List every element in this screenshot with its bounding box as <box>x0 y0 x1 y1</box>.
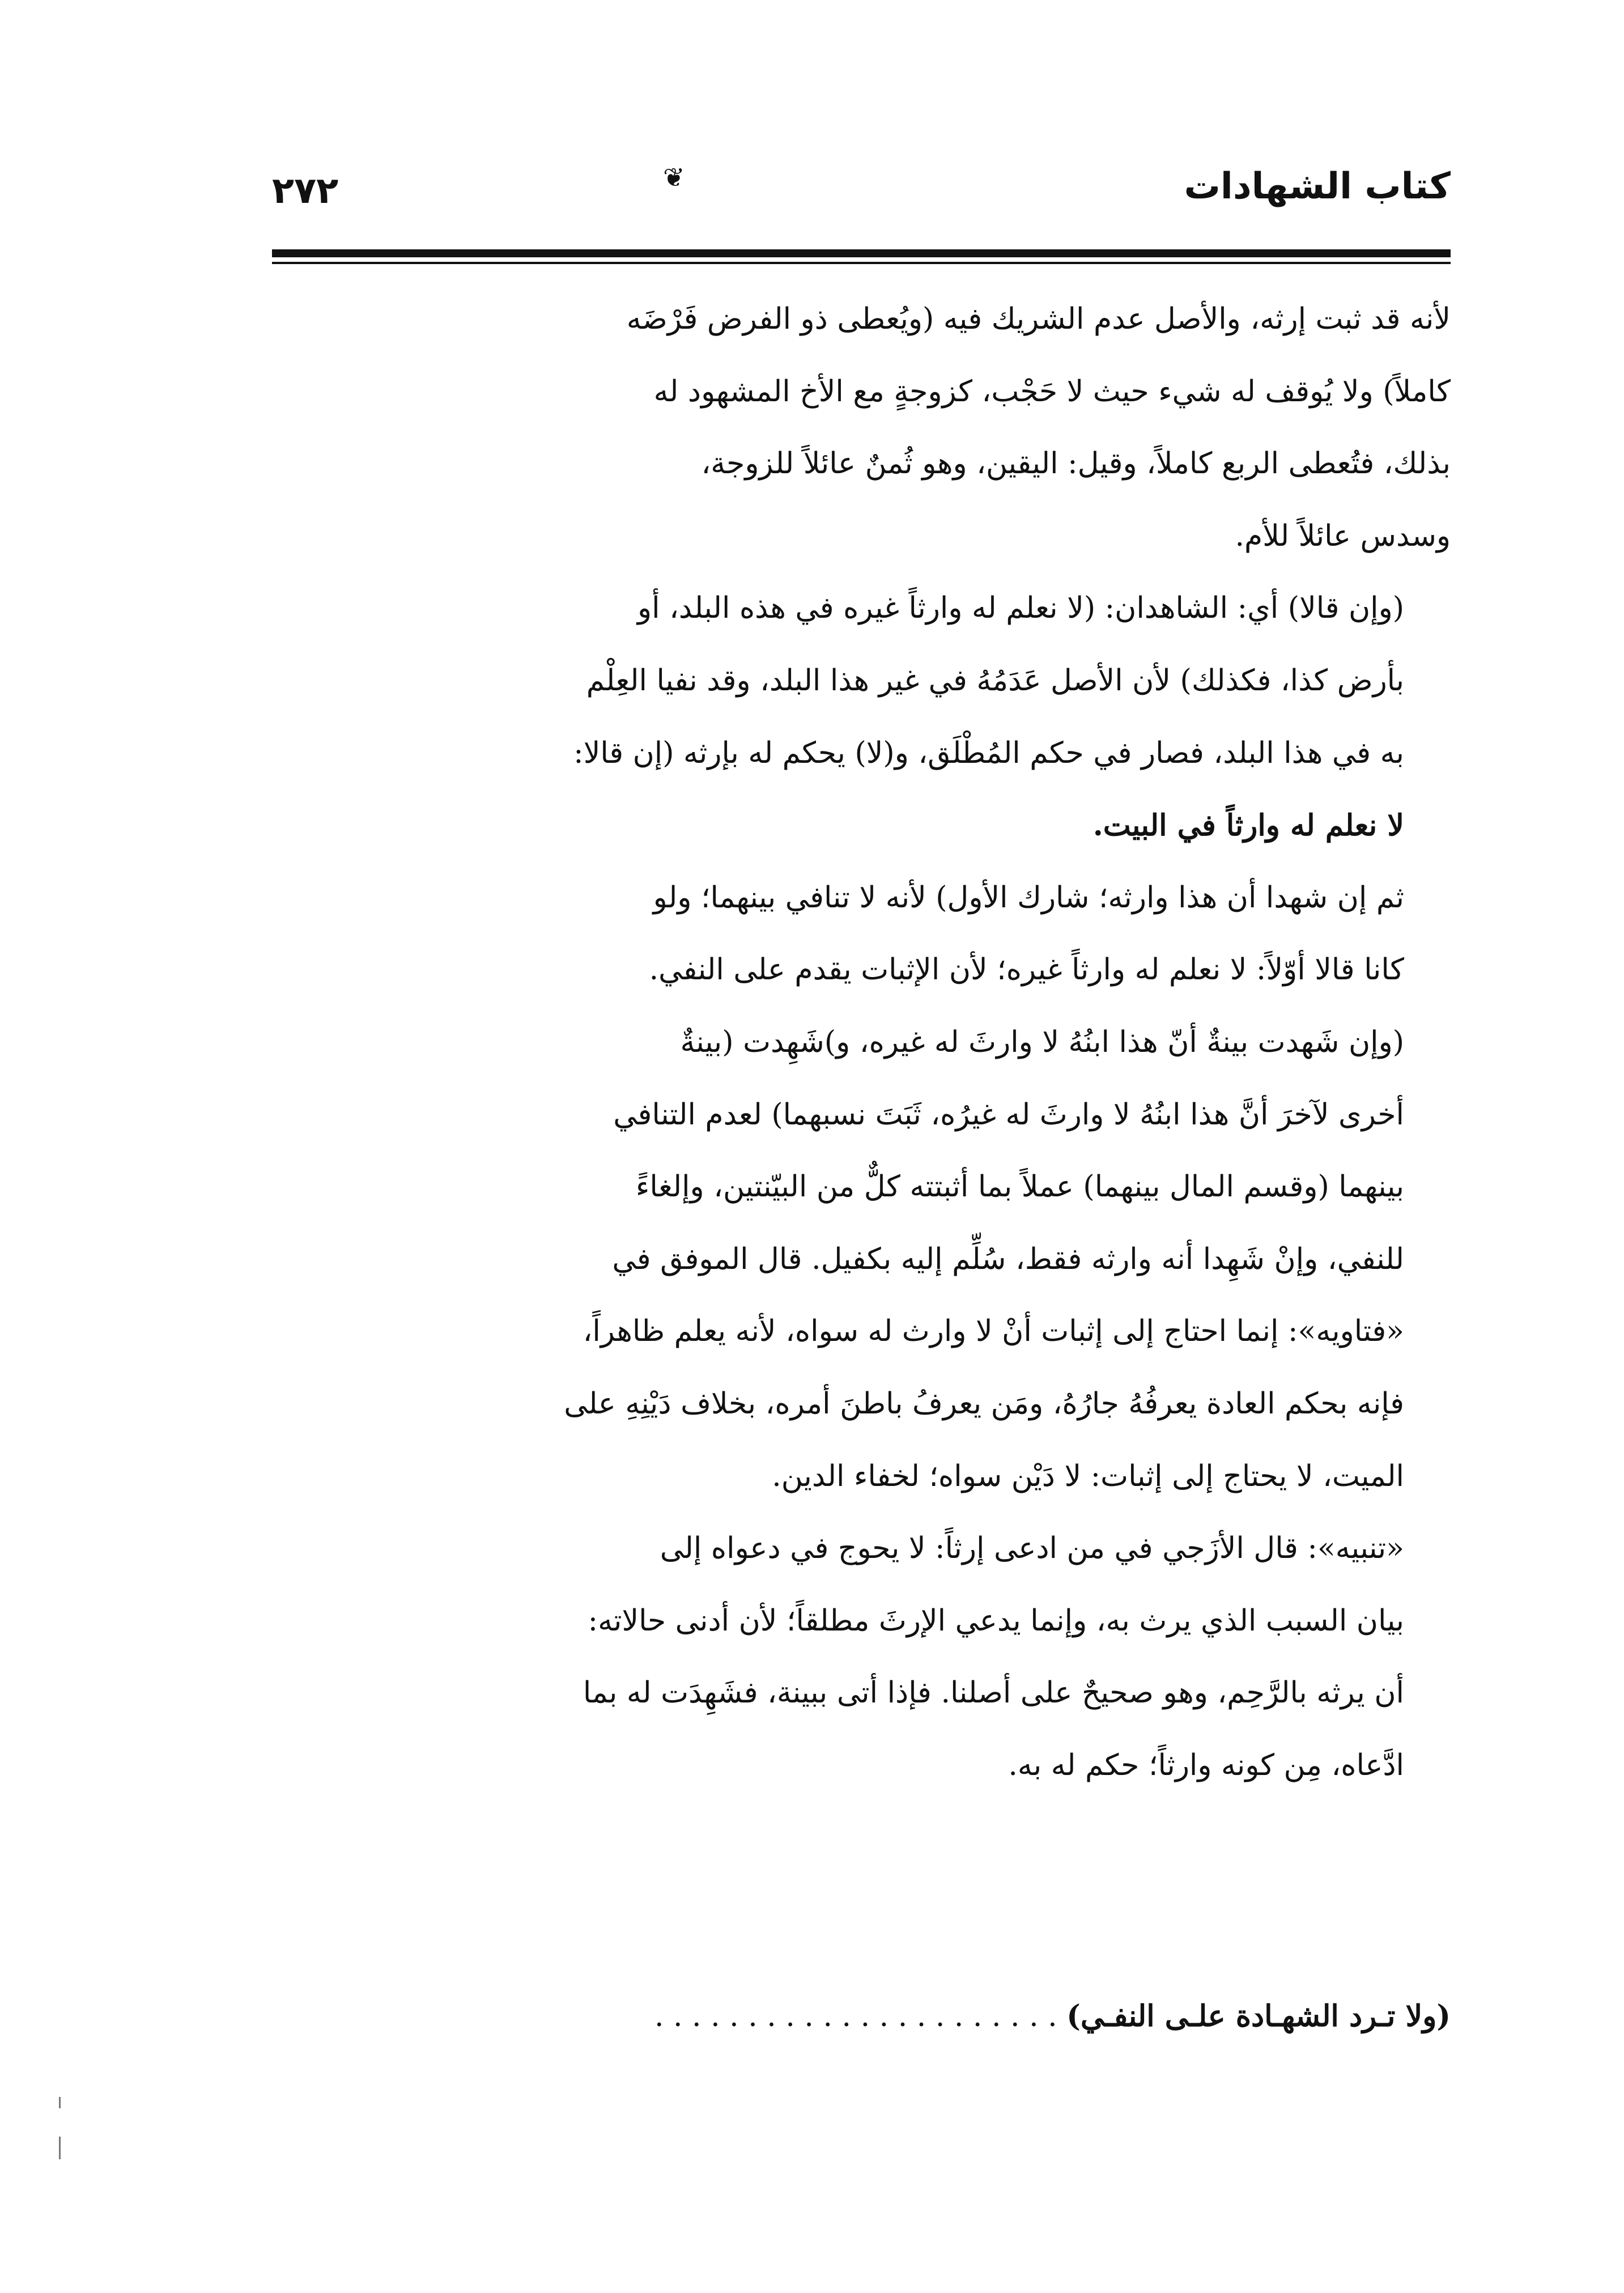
page-number: ٢٧٢ <box>272 170 339 212</box>
header-rule-thick <box>272 249 1451 257</box>
text-line: بأرض كذا، فكذلك) لأن الأصل عَدَمُهُ في غير هذا البلد، وقد نفيا العِلْم <box>586 663 1404 698</box>
paragraph-3 <box>272 862 1451 1007</box>
text-line: به في هذا البلد، فصار في حكم المُطْلَق، و(لا) يحكم له بإرثه (إن قالا: <box>573 736 1404 770</box>
text-line: كانا قالا أوّلاً: لا نعلم له وارثاً غيره؛ لأن الإثبات يقدم على النفي. <box>649 953 1404 987</box>
book-title: كتاب الشهادات <box>1184 165 1451 207</box>
text-line: لأنه قد ثبت إرثه، والأصل عدم الشريك فيه (ويُعطى ذو الفرض فَرْضَه <box>626 302 1451 336</box>
text-line: بينهما (وقسم المال بينهما) عملاً بما أثبتته كلٌّ من البيّنتين، وإلغاءً <box>635 1170 1404 1204</box>
text-line: (وإن شَهدت بينةٌ أنّ هذا ابنُهُ لا وارثَ له غيره، و)شَهِدت (بينةٌ <box>680 1025 1404 1059</box>
dot-leader: . . . . . . . . . . . . . . . . . . . . . . <box>654 1999 1057 2033</box>
text-line: ادَّعاه، مِن كونه وارثاً؛ حكم له به. <box>1008 1748 1404 1782</box>
paragraph-1 <box>272 283 1451 572</box>
margin-mark <box>59 2137 61 2159</box>
header-rule-thin <box>272 262 1451 264</box>
text-line: بذلك، فتُعطى الربع كاملاً، وقيل: اليقين، وهو ثُمنٌ عائلاً للزوجة، <box>701 447 1451 481</box>
text-line: فإنه بحكم العادة يعرفُهُ جارُهُ، ومَن يعرفُ باطنَ أمره، بخلاف دَيْنِهِ على <box>564 1386 1404 1421</box>
text-line: (وإن قالا) أي: الشاهدان: (لا نعلم له وارثاً غيره في هذه البلد، أو <box>637 591 1404 626</box>
text-line: بيان السبب الذي يرث به، وإنما يدعي الإرثَ مطلقاً؛ لأن أدنى حالاته: <box>588 1603 1404 1638</box>
margin-mark <box>59 2097 61 2108</box>
paragraph-5 <box>272 1513 1451 1802</box>
text-line: كاملاً) ولا يُوقف له شيء حيث لا حَجْب، كزوجةٍ مع الأخ المشهود له <box>653 374 1451 409</box>
text-line: «تنبيه»: قال الأزَجي في من ادعى إرثاً: لا يحوج في دعواه إلى <box>660 1531 1404 1566</box>
paragraph-4 <box>272 1007 1451 1513</box>
text-line: لا نعلم له وارثاً في البيت. <box>1092 808 1404 843</box>
matn-heading-line <box>272 1994 1451 2039</box>
matn-heading: (ولا تـرد الشهـادة علـى النفـي) <box>1066 1999 1451 2033</box>
text-line: للنفي، وإنْ شَهِدا أنه وارثه فقط، سُلِّم إليه بكفيل. قال الموفق في <box>612 1242 1404 1276</box>
body-text <box>272 283 1451 2154</box>
text-line: الميت، لا يحتاج إلى إثبات: لا دَيْن سواه؛ لخفاء الدين. <box>772 1459 1404 1493</box>
running-head <box>272 153 1451 238</box>
text-line: ثم إن شهدا أن هذا وارثه؛ شارك الأول) لأنه لا تنافي بينهما؛ ولو <box>653 880 1404 915</box>
text-line: أن يرثه بالرَّحِم، وهو صحيحٌ على أصلنا. فإذا أتى ببينة، فشَهِدَت له بما <box>583 1676 1404 1710</box>
text-line: «فتاويه»: إنما احتاج إلى إثبات أنْ لا وارث له سواه، لأنه يعلم ظاهراً، <box>583 1314 1404 1349</box>
text-line: أخرى لآخرَ أنَّ هذا ابنُهُ لا وارثَ له غيرُه، ثَبَتَ نسبهما) لعدم التنافي <box>613 1097 1404 1132</box>
text-line: وسدس عائلاً للأم. <box>1235 519 1451 553</box>
paragraph-2 <box>272 572 1451 861</box>
ornament-icon: ❦ <box>663 162 685 193</box>
